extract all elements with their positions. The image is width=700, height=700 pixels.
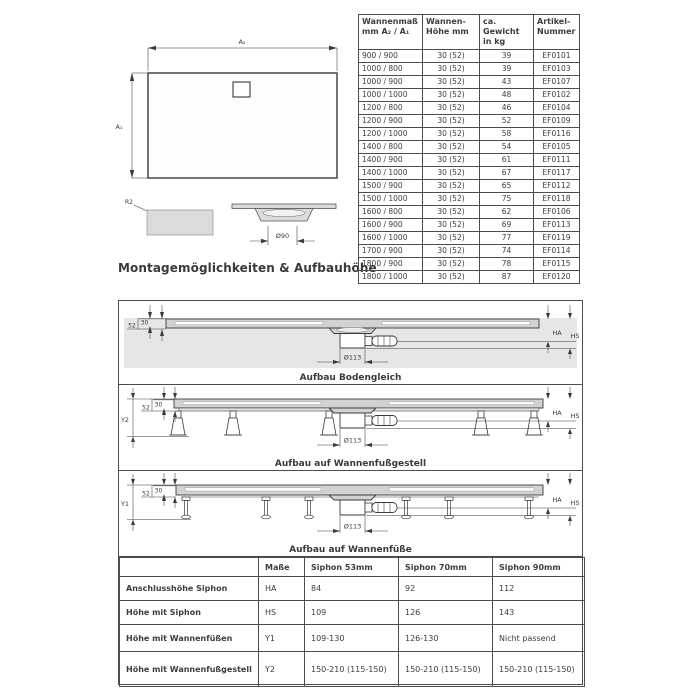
a2-dimension <box>148 38 337 71</box>
cell-gewicht: 74 <box>480 245 534 258</box>
siphon-table-row <box>120 652 585 687</box>
col-header-siphon70: Siphon 70mm <box>399 558 493 577</box>
cell-artikelnummer: EF0102 <box>534 89 580 102</box>
wannenfuesse-drawing <box>119 471 582 543</box>
cell-wannenmass: 900 / 900 <box>359 50 423 63</box>
cell-wannenhoehe: 30 (52) <box>423 232 480 245</box>
size-table-row <box>359 245 580 258</box>
size-table-row <box>359 50 580 63</box>
cell-code: HA <box>259 577 305 601</box>
size-table-row <box>359 115 580 128</box>
cell-gewicht: 54 <box>480 141 534 154</box>
cell-wannenhoehe: 30 (52) <box>423 219 480 232</box>
siphon-table-header-row <box>120 558 585 577</box>
dim-ha-hs <box>546 473 580 526</box>
cell-gewicht: 48 <box>480 89 534 102</box>
cell-wannenhoehe: 30 (52) <box>423 128 480 141</box>
drain-square <box>233 82 250 97</box>
size-table-row <box>359 193 580 206</box>
cell-gewicht: 75 <box>480 193 534 206</box>
col-header-siphon90: Siphon 90mm <box>493 558 585 577</box>
cell-artikelnummer: EF0112 <box>534 180 580 193</box>
cell-siphon70-value: 126-130 <box>399 625 493 652</box>
siphon-table-row <box>120 625 585 652</box>
size-table-row <box>359 167 580 180</box>
cell-code: Y2 <box>259 652 305 687</box>
cell-wannenhoehe: 30 (52) <box>423 102 480 115</box>
cell-wannenmass: 1800 / 1000 <box>359 271 423 284</box>
cell-wannenmass: 1200 / 900 <box>359 115 423 128</box>
dim30-label: 30 <box>140 319 149 327</box>
a1-label: A₁ <box>115 123 123 131</box>
tray-plan-drawing <box>105 30 350 255</box>
cell-artikelnummer: EF0104 <box>534 102 580 115</box>
dim-y1 <box>120 474 191 531</box>
dia90-label: Ø90 <box>275 232 290 240</box>
col-header-gewicht: ca. Gewicht in kg <box>480 15 534 50</box>
cell-wannenmass: 1800 / 900 <box>359 258 423 271</box>
cell-gewicht: 58 <box>480 128 534 141</box>
cell-artikelnummer: EF0106 <box>534 206 580 219</box>
cell-wannenhoehe: 30 (52) <box>423 115 480 128</box>
cell-wannenhoehe: 30 (52) <box>423 258 480 271</box>
cell-wannenmass: 1000 / 800 <box>359 63 423 76</box>
siphon-table-row <box>120 601 585 625</box>
cell-wannenhoehe: 30 (52) <box>423 271 480 284</box>
cell-gewicht: 87 <box>480 271 534 284</box>
panel-wannenfussgestell <box>119 385 582 471</box>
section-heading: Montagemöglichkeiten & Aufbauhöhe <box>118 261 377 275</box>
dim52-label: 52 <box>142 404 150 412</box>
cell-wannenhoehe: 30 (52) <box>423 141 480 154</box>
cell-gewicht: 43 <box>480 76 534 89</box>
dia90-dimension <box>250 226 315 245</box>
cell-siphon53-value: 84 <box>305 577 399 601</box>
ha-label: HA <box>552 496 562 504</box>
cell-gewicht: 77 <box>480 232 534 245</box>
cell-artikelnummer: EF0107 <box>534 76 580 89</box>
cell-wannenmass: 1700 / 900 <box>359 245 423 258</box>
cell-siphon90-value: 150-210 (115-150) <box>493 652 585 687</box>
size-table-header-row <box>359 15 580 50</box>
dia113-label: Ø113 <box>343 522 362 531</box>
cell-gewicht: 39 <box>480 50 534 63</box>
edge-profile-drawing <box>125 199 213 235</box>
y1-label: Y1 <box>120 500 130 508</box>
size-table-row <box>359 89 580 102</box>
size-table-row <box>359 206 580 219</box>
size-table-row <box>359 63 580 76</box>
size-table-row <box>359 258 580 271</box>
cell-wannenhoehe: 30 (52) <box>423 63 480 76</box>
cell-siphon53-value: 150-210 (115-150) <box>305 652 399 687</box>
cell-code: Y1 <box>259 625 305 652</box>
cell-wannenhoehe: 30 (52) <box>423 193 480 206</box>
cell-gewicht: 78 <box>480 258 534 271</box>
hs-label: HS <box>570 499 580 507</box>
size-table-row <box>359 271 580 284</box>
cell-gewicht: 65 <box>480 180 534 193</box>
panel-bodengleich <box>119 301 582 385</box>
drain-cross-section <box>232 204 336 245</box>
cell-wannenmass: 1200 / 800 <box>359 102 423 115</box>
cell-gewicht: 39 <box>480 63 534 76</box>
dim-52-30 <box>141 387 177 422</box>
cell-code: HS <box>259 601 305 625</box>
cell-wannenmass: 1400 / 900 <box>359 154 423 167</box>
cell-wannenmass: 1600 / 800 <box>359 206 423 219</box>
siphon-table <box>119 557 585 687</box>
cell-artikelnummer: EF0116 <box>534 128 580 141</box>
wannenfussgestell-drawing <box>119 385 582 457</box>
cell-siphon53-value: 109 <box>305 601 399 625</box>
cell-wannenmass: 1000 / 1000 <box>359 89 423 102</box>
cell-artikelnummer: EF0103 <box>534 63 580 76</box>
col-header-empty <box>120 558 259 577</box>
size-table-row <box>359 128 580 141</box>
hs-label: HS <box>570 412 580 420</box>
cell-siphon70-value: 150-210 (115-150) <box>399 652 493 687</box>
size-table-row <box>359 232 580 245</box>
siphon <box>329 495 397 515</box>
size-table-row <box>359 154 580 167</box>
col-header-masse: Maße <box>259 558 305 577</box>
cell-gewicht: 67 <box>480 167 534 180</box>
cell-wannenmass: 1000 / 900 <box>359 76 423 89</box>
cell-gewicht: 46 <box>480 102 534 115</box>
cell-gewicht: 69 <box>480 219 534 232</box>
cell-artikelnummer: EF0117 <box>534 167 580 180</box>
dia113-label: Ø113 <box>343 436 362 445</box>
siphon-table-row <box>120 577 585 601</box>
size-table-row <box>359 219 580 232</box>
y2-label: Y2 <box>120 416 130 424</box>
dia113-label: Ø113 <box>343 353 362 362</box>
dim30-label: 30 <box>154 401 163 409</box>
cell-siphon90-value: Nicht passend <box>493 625 585 652</box>
size-table-row <box>359 141 580 154</box>
cell-wannenmass: 1200 / 1000 <box>359 128 423 141</box>
col-header-wannenmass: Wannenmaß mm A₂ / A₁ <box>359 15 423 50</box>
cell-siphon70-value: 126 <box>399 601 493 625</box>
caption-wannenfuesse: Aufbau auf Wannenfüße <box>289 545 412 555</box>
dim30-label: 30 <box>154 487 163 495</box>
size-table <box>358 14 580 284</box>
cell-artikelnummer: EF0111 <box>534 154 580 167</box>
caption-wannenfussgestell: Aufbau auf Wannenfußgestell <box>274 459 427 469</box>
cell-wannenmass: 1600 / 1000 <box>359 232 423 245</box>
dim-dia113 <box>317 516 388 534</box>
size-table-row <box>359 76 580 89</box>
cell-wannenhoehe: 30 (52) <box>423 180 480 193</box>
cell-artikelnummer: EF0119 <box>534 232 580 245</box>
cell-siphon90-value: 143 <box>493 601 585 625</box>
cell-gewicht: 52 <box>480 115 534 128</box>
ha-label: HA <box>552 329 562 337</box>
cell-siphon90-value: 112 <box>493 577 585 601</box>
cell-artikelnummer: EF0120 <box>534 271 580 284</box>
cell-siphon70-value: 92 <box>399 577 493 601</box>
caption-bodengleich: Aufbau Bodengleich <box>299 373 402 383</box>
cell-wannenhoehe: 30 (52) <box>423 206 480 219</box>
a1-dimension <box>115 73 148 178</box>
size-table-row <box>359 102 580 115</box>
col-header-artikelnummer: Artikel-Nummer <box>534 15 580 50</box>
cell-wannenmass: 1400 / 800 <box>359 141 423 154</box>
cell-wannenhoehe: 30 (52) <box>423 50 480 63</box>
cell-wannenhoehe: 30 (52) <box>423 245 480 258</box>
cell-row-label: Anschlusshöhe Siphon <box>120 577 259 601</box>
dim-ha-hs <box>546 387 580 439</box>
ha-label: HA <box>552 409 562 417</box>
cell-siphon53-value: 109-130 <box>305 625 399 652</box>
cell-wannenmass: 1400 / 1000 <box>359 167 423 180</box>
cell-artikelnummer: EF0109 <box>534 115 580 128</box>
cell-wannenhoehe: 30 (52) <box>423 89 480 102</box>
size-table-row <box>359 180 580 193</box>
cell-wannenmass: 1600 / 900 <box>359 219 423 232</box>
cell-artikelnummer: EF0115 <box>534 258 580 271</box>
cell-artikelnummer: EF0114 <box>534 245 580 258</box>
cell-artikelnummer: EF0118 <box>534 193 580 206</box>
mounting-section <box>118 300 583 685</box>
cell-wannenmass: 1500 / 900 <box>359 180 423 193</box>
panel-wannenfuesse <box>119 471 582 557</box>
dim52-label: 52 <box>128 322 136 330</box>
cell-row-label: Höhe mit Siphon <box>120 601 259 625</box>
r2-label: R2 <box>125 199 133 206</box>
bodengleich-drawing <box>119 301 582 371</box>
cell-wannenhoehe: 30 (52) <box>423 154 480 167</box>
col-header-siphon53: Siphon 53mm <box>305 558 399 577</box>
dim52-label: 52 <box>142 490 150 498</box>
cell-wannenmass: 1500 / 1000 <box>359 193 423 206</box>
cell-artikelnummer: EF0105 <box>534 141 580 154</box>
a2-label: A₂ <box>238 38 246 46</box>
cell-gewicht: 62 <box>480 206 534 219</box>
cell-row-label: Höhe mit Wannenfüßen <box>120 625 259 652</box>
cell-artikelnummer: EF0101 <box>534 50 580 63</box>
cell-row-label: Höhe mit Wannenfußgestell <box>120 652 259 687</box>
hs-label: HS <box>570 332 580 340</box>
cell-artikelnummer: EF0113 <box>534 219 580 232</box>
dim-52-30 <box>141 473 177 508</box>
col-header-wannenhoehe: Wannen-Höhe mm <box>423 15 480 50</box>
cell-wannenhoehe: 30 (52) <box>423 167 480 180</box>
cell-gewicht: 61 <box>480 154 534 167</box>
cell-wannenhoehe: 30 (52) <box>423 76 480 89</box>
